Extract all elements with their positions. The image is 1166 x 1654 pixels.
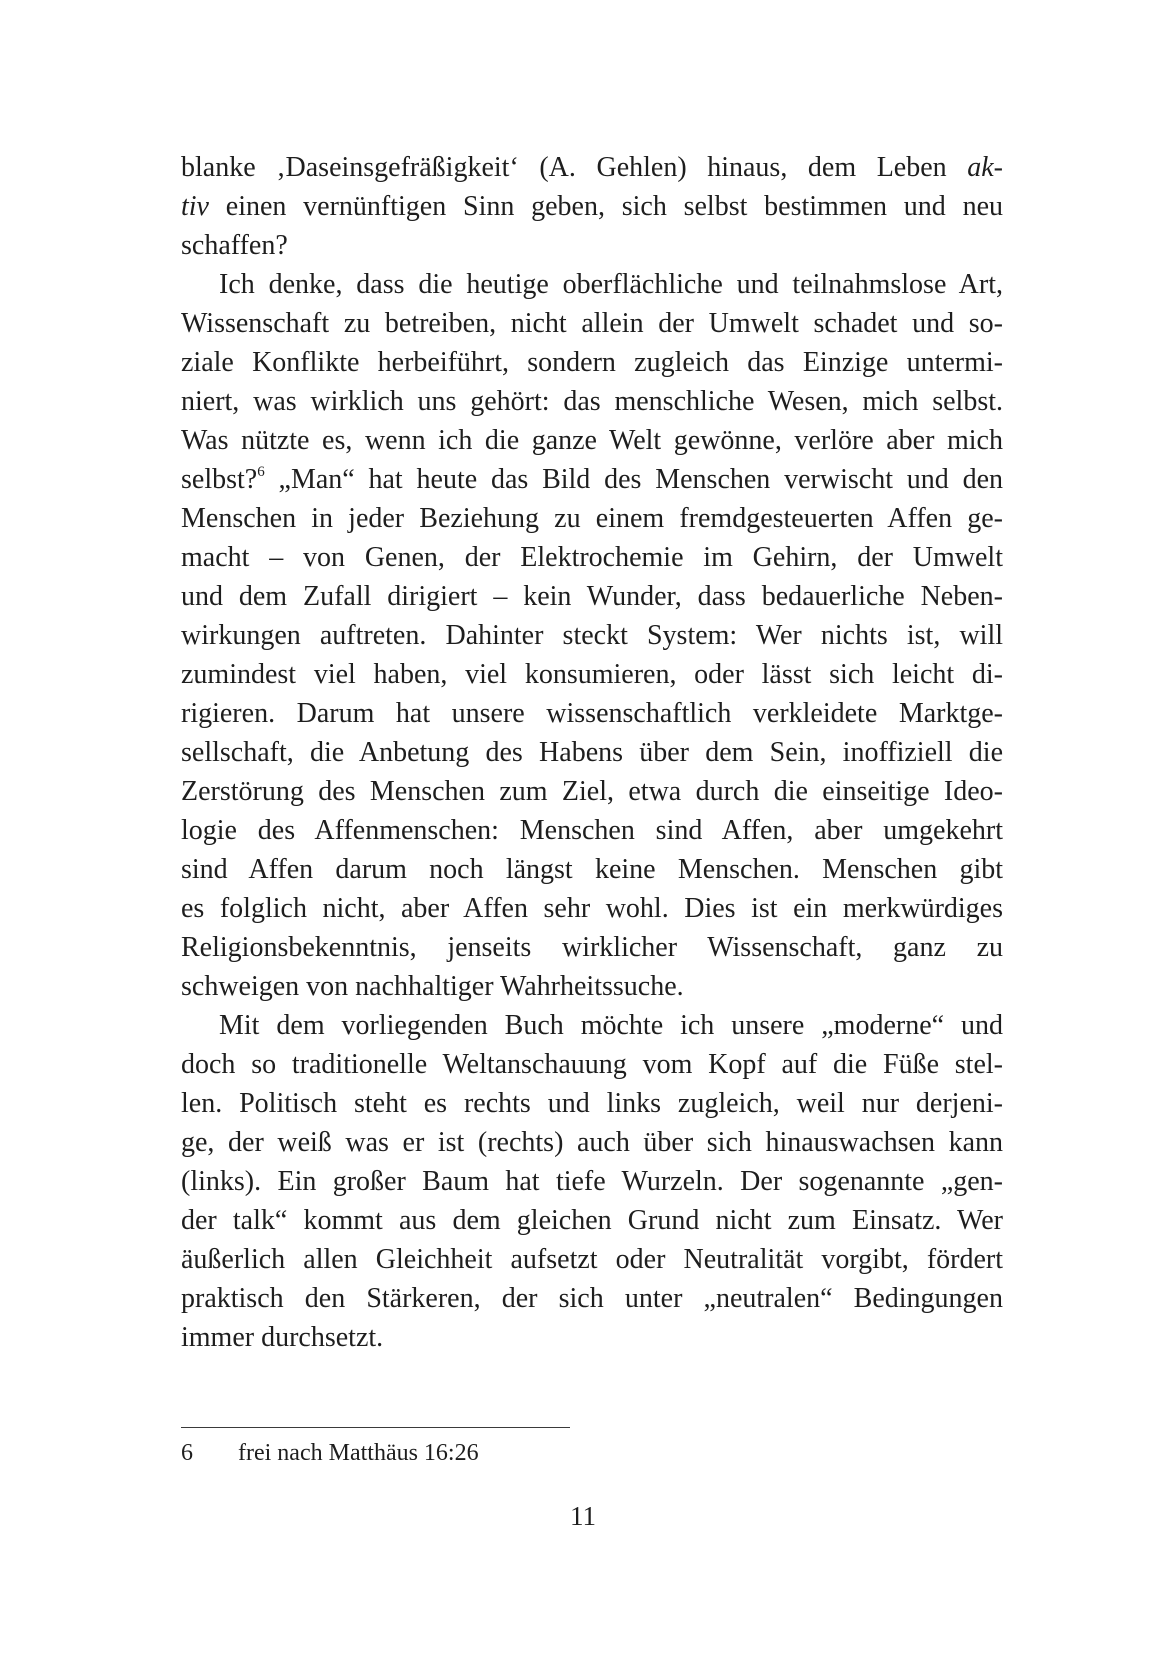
text-line-24: doch so traditionelle Weltanschauung vom Kopf auf die Füße stel- <box>181 1049 1003 1080</box>
text-line-14: zumindest viel haben, viel konsumieren, oder lässt sich leicht di- <box>181 659 1003 690</box>
text-line-7: niert, was wirklich uns gehört: das menschliche Wesen, mich selbst. <box>181 386 1003 417</box>
text-line-29: äußerlich allen Gleichheit aufsetzt oder Neutralität vorgibt, fördert <box>181 1244 1003 1275</box>
text-line-16: sellschaft, die Anbetung des Habens über dem Sein, inoffiziell die <box>181 737 1003 768</box>
text-line-27: (links). Ein großer Baum hat tiefe Wurzeln. Der sogenannte „gen- <box>181 1166 1003 1197</box>
text-line-1: blanke ‚Daseinsgefräßigkeit‘ (A. Gehlen) hinaus, dem Leben ak- <box>181 152 1003 183</box>
text-line-9: selbst?$^6$ „Man“ hat heute das Bild des Menschen verwischt und den <box>181 464 1003 495</box>
text-line-3: schaffen? <box>181 230 288 261</box>
text-line-15: rigieren. Darum hat unsere wissenschaftlich verkleidete Marktge- <box>181 698 1003 729</box>
text-line-25: len. Politisch steht es rechts und links zugleich, weil nur derjeni- <box>181 1088 1003 1119</box>
footnote-reference[interactable]: 6 <box>257 464 265 480</box>
text-line-23: Mit dem vorliegenden Buch möchte ich unsere „moderne“ und <box>219 1010 1003 1041</box>
text-line-30: praktisch den Stärkeren, der sich unter „neutralen“ Bedingungen <box>181 1283 1003 1314</box>
footnote-number: 6 <box>181 1440 193 1466</box>
text-line-5: Wissenschaft zu betreiben, nicht allein der Umwelt schadet und so- <box>181 308 1003 339</box>
text-line-26: ge, der weiß was er ist (rechts) auch über sich hinauswachsen kann <box>181 1127 1003 1158</box>
text-line-18: logie des Affenmenschen: Menschen sind Affen, aber umgekehrt <box>181 815 1003 846</box>
footnote-divider <box>181 1427 570 1428</box>
footnote-text: frei nach Matthäus 16:26 <box>238 1440 479 1466</box>
text-line-4: Ich denke, dass die heutige oberflächliche und teilnahmslose Art, <box>219 269 1003 300</box>
text-line-12: und dem Zufall dirigiert – kein Wunder, dass bedauerliche Neben- <box>181 581 1003 612</box>
text-line-21: Religionsbekenntnis, jenseits wirklicher Wissenschaft, ganz zu <box>181 932 1003 963</box>
text-line-20: es folglich nicht, aber Affen sehr wohl. Dies ist ein merkwürdiges <box>181 893 1003 924</box>
text-line-17: Zerstörung des Menschen zum Ziel, etwa durch die einseitige Ideo- <box>181 776 1003 807</box>
body-text <box>181 148 1003 1357</box>
text-line-11: macht – von Genen, der Elektrochemie im Gehirn, der Umwelt <box>181 542 1003 573</box>
text-line-28: der talk“ kommt aus dem gleichen Grund nicht zum Einsatz. Wer <box>181 1205 1003 1236</box>
text-line-31: immer durchsetzt. <box>181 1322 384 1353</box>
text-line-19: sind Affen darum noch längst keine Menschen. Menschen gibt <box>181 854 1003 885</box>
text-line-13: wirkungen auftreten. Dahinter steckt System: Wer nichts ist, will <box>181 620 1003 651</box>
page-number: 11 <box>570 1501 596 1531</box>
footnote <box>181 1435 479 1471</box>
text-line-2: tiv einen vernünftigen Sinn geben, sich selbst bestimmen und neu <box>181 191 1003 222</box>
text-line-22: schweigen von nachhaltiger Wahrheitssuche. <box>181 971 684 1002</box>
text-line-6: ziale Konflikte herbeiführt, sondern zugleich das Einzige untermi- <box>181 347 1003 378</box>
text-line-8: Was nützte es, wenn ich die ganze Welt gewönne, verlöre aber mich <box>181 425 1003 456</box>
text-line-10: Menschen in jeder Beziehung zu einem fremdgesteuerten Affen ge- <box>181 503 1003 534</box>
